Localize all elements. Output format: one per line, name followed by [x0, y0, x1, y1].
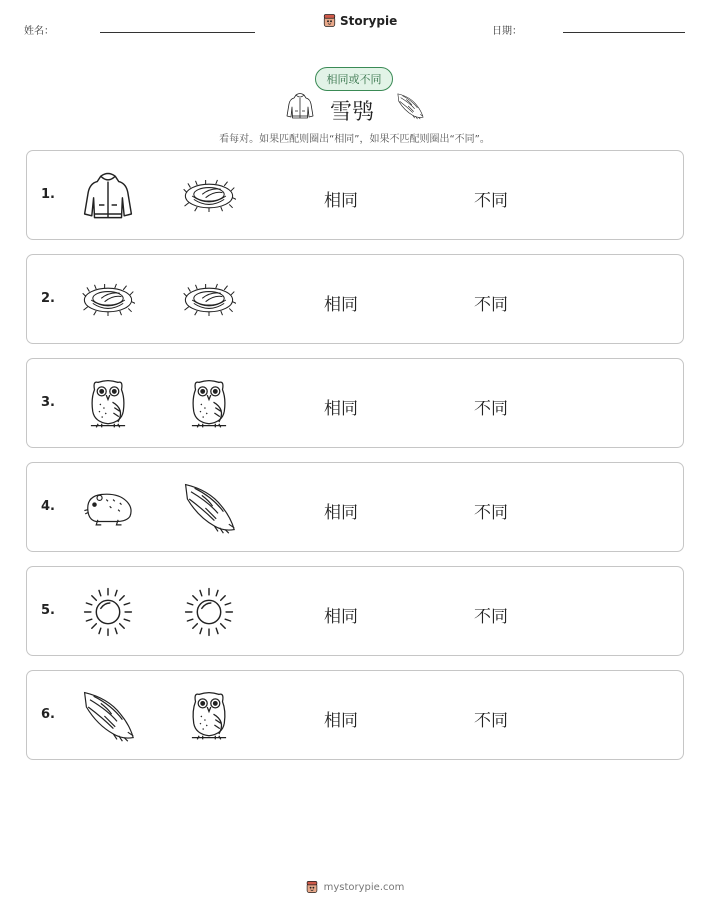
same-option[interactable]: 相同	[324, 399, 358, 419]
question-row-1	[26, 150, 684, 240]
different-option[interactable]: 不同	[474, 607, 508, 627]
brand-logo	[322, 13, 397, 28]
wing-icon	[182, 481, 236, 535]
question-number: 5.	[41, 603, 55, 618]
wing-icon	[396, 92, 424, 120]
nest-icon	[182, 273, 236, 327]
lemming-icon	[81, 481, 135, 535]
different-option[interactable]: 不同	[474, 399, 508, 419]
same-option[interactable]: 相同	[324, 503, 358, 523]
question-row-6	[26, 670, 684, 760]
instructions: 看每对。如果匹配则圈出“相同”，如果不匹配则圈出“不同”。	[219, 134, 490, 145]
same-option[interactable]: 相同	[324, 607, 358, 627]
question-number: 2.	[41, 291, 55, 306]
question-number: 1.	[41, 187, 55, 202]
name-label: 姓名：	[24, 26, 54, 37]
owl-icon	[81, 377, 135, 431]
different-option[interactable]: 不同	[474, 711, 508, 731]
date-label: 日期：	[492, 26, 522, 37]
question-row-4	[26, 462, 684, 552]
nest-icon	[182, 169, 236, 223]
footer	[0, 880, 709, 894]
question-row-3	[26, 358, 684, 448]
brand-name: Storypie	[340, 13, 398, 28]
mascot-icon	[322, 13, 337, 28]
name-line[interactable]	[100, 32, 255, 33]
mascot-icon	[305, 880, 319, 894]
date-line[interactable]	[563, 32, 685, 33]
different-option[interactable]: 不同	[474, 191, 508, 211]
wing-icon	[81, 689, 135, 743]
question-number: 6.	[41, 707, 55, 722]
same-option[interactable]: 相同	[324, 711, 358, 731]
nest-icon	[81, 273, 135, 327]
question-number: 4.	[41, 499, 55, 514]
different-option[interactable]: 不同	[474, 295, 508, 315]
question-number: 3.	[41, 395, 55, 410]
owl-icon	[182, 689, 236, 743]
owl-icon	[182, 377, 236, 431]
jacket-icon	[81, 169, 135, 223]
question-row-5	[26, 566, 684, 656]
sun-icon	[81, 585, 135, 639]
question-row-2	[26, 254, 684, 344]
jacket-icon	[285, 91, 315, 121]
sun-icon	[182, 585, 236, 639]
different-option[interactable]: 不同	[474, 503, 508, 523]
same-option[interactable]: 相同	[324, 191, 358, 211]
footer-site[interactable]: mystorypie.com	[323, 881, 405, 893]
same-option[interactable]: 相同	[324, 295, 358, 315]
worksheet-type-badge: 相同或不同	[315, 67, 393, 91]
page-title: 雪鸮	[330, 100, 375, 125]
